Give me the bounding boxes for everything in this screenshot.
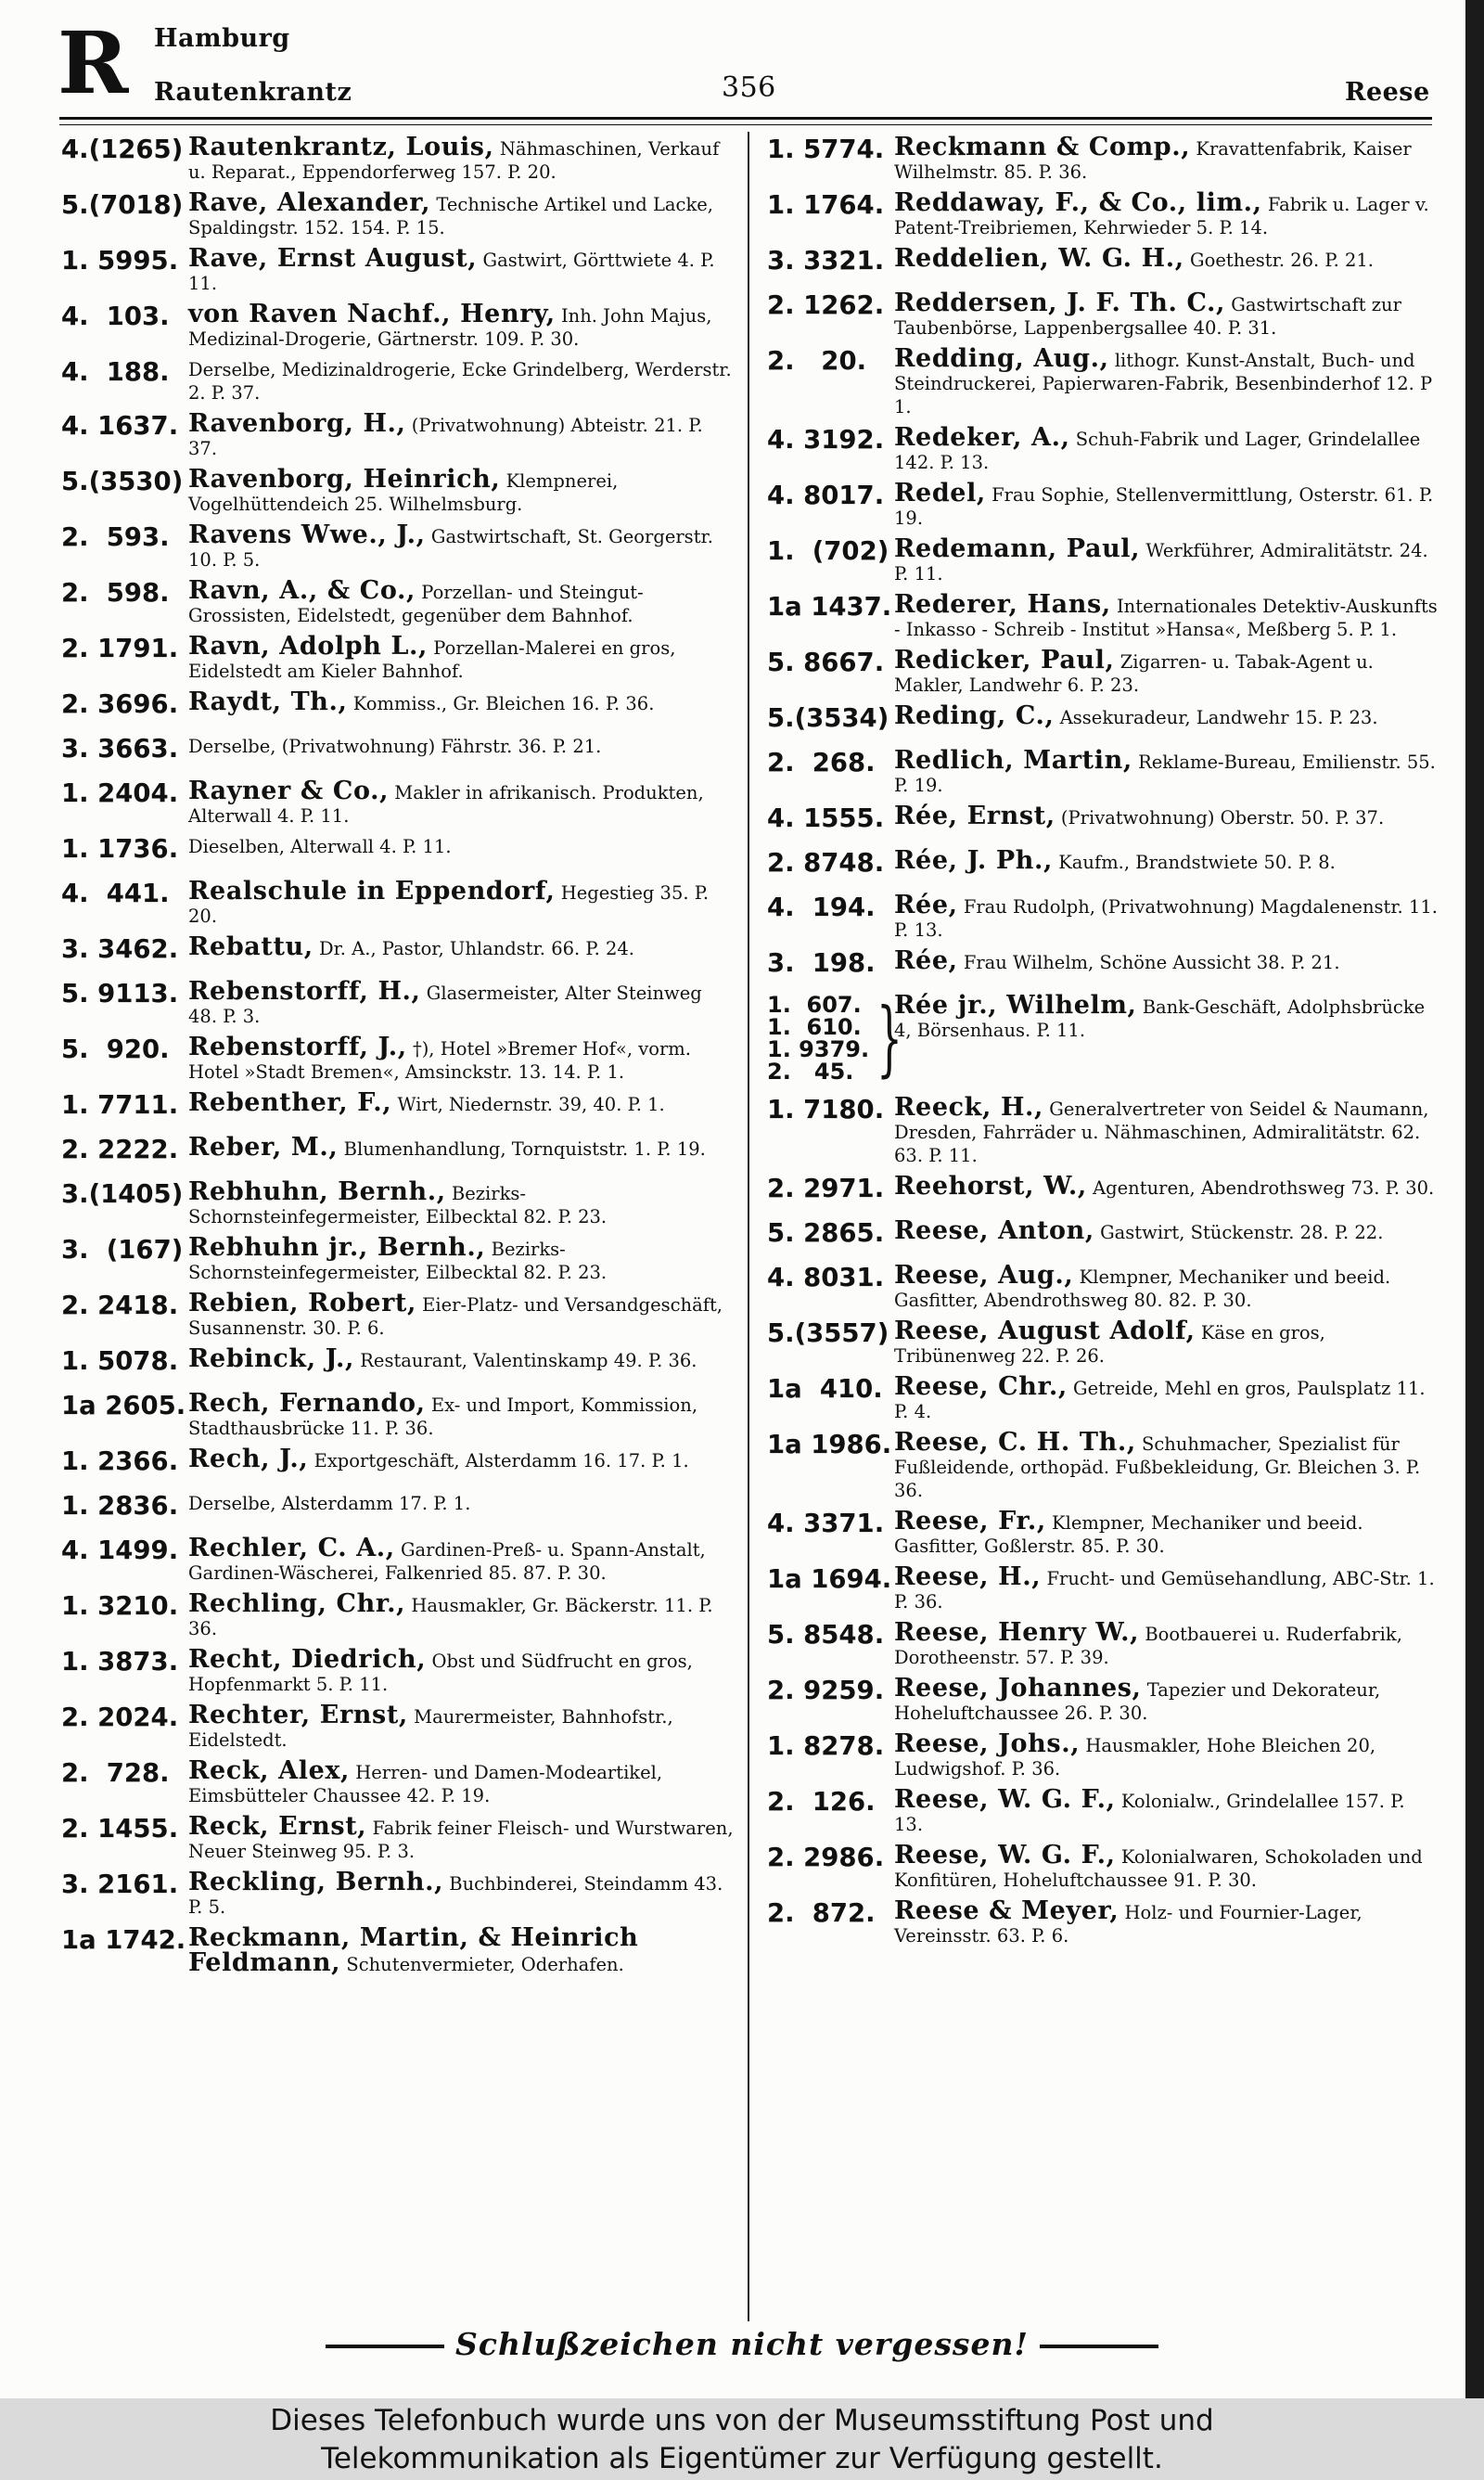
- listing-details: Wirt, Niedernstr. 39, 40. P. 1.: [397, 1094, 665, 1115]
- listing-entry: [767, 1507, 1439, 1558]
- listing-entry: [61, 135, 735, 184]
- brace: }: [876, 992, 902, 1086]
- phone-number: 4. 1499.: [61, 1536, 179, 1565]
- listing-entry: [767, 804, 1439, 842]
- listing-name: Rebenther, F.,: [188, 1088, 392, 1117]
- section-letter: R: [58, 13, 129, 113]
- phone-number: 4. 8031.: [767, 1263, 885, 1292]
- listing-entry: [61, 779, 735, 828]
- listing-details: Kolonialwaren, Schokoladen und Konfitüren, Hoheluftchaussee 91. P. 30.: [894, 1846, 1423, 1891]
- listing-details: (Privatwohnung) Abteistr. 21. P. 37.: [188, 415, 703, 459]
- listing-entry: [61, 465, 735, 516]
- page-number: 356: [722, 71, 776, 104]
- listing-details: Nähmaschinen, Verkauf u. Reparat., Eppendorferweg 157. P. 20.: [188, 138, 720, 183]
- phone-numbers: [767, 994, 869, 1083]
- listing-details: Hausmakler, Hohe Bleichen 20, Ludwigshof. P. 36.: [894, 1735, 1376, 1780]
- phone-number: 1. 607.: [767, 992, 862, 1018]
- listing-details: Kommiss., Gr. Bleichen 16. P. 36.: [352, 693, 655, 714]
- listing-entry: [767, 1172, 1439, 1212]
- listing-name: Rée,: [894, 946, 958, 975]
- phone-number: 1. 5774.: [767, 135, 885, 164]
- listing-name: Rech, Fernando,: [188, 1389, 426, 1418]
- listing-entry: [767, 1319, 1439, 1368]
- footer-text: Schlußzeichen nicht vergessen!: [455, 2326, 1029, 2362]
- phone-number: 5.(3557): [767, 1318, 889, 1348]
- phone-number: 5.(3534): [767, 703, 889, 733]
- listing-name: Reckling, Bernh.,: [188, 1868, 444, 1896]
- phone-number: 2. 2222.: [61, 1135, 179, 1164]
- phone-number: 3.(1405): [61, 1179, 184, 1209]
- listing-details: Werkführer, Admiralitätstr. 24. P. 11.: [894, 540, 1428, 585]
- phone-number: 1. 5995.: [61, 246, 179, 276]
- listing-entry: [767, 291, 1439, 340]
- listing-details: Fabrik u. Lager v. Patent-Treibriemen, Kehrwieder 5. P. 14.: [894, 194, 1429, 238]
- listing-name: Rave, Alexander,: [188, 188, 431, 217]
- listing-details: Hausmakler, Gr. Bäckerstr. 11. P. 36.: [188, 1595, 713, 1639]
- listing-name: Rebhuhn, Bernh.,: [188, 1177, 446, 1206]
- listing-details: Bank-Geschäft, Adolphsbrücke 4, Börsenhaus. P. 11.: [894, 996, 1426, 1041]
- listing-name: Rebhuhn jr., Bernh.,: [188, 1233, 486, 1262]
- listing-entry: [767, 946, 1439, 986]
- listing-name: Reese & Meyer,: [894, 1896, 1119, 1925]
- listing-entry: [61, 1536, 735, 1585]
- listing-entry: [767, 701, 1439, 741]
- phone-number: 1. 5078.: [61, 1346, 179, 1376]
- listing-name: Reber, M.,: [188, 1133, 339, 1162]
- listing-name: Rebinck, J.,: [188, 1344, 355, 1373]
- listing-details: Kolonialw., Grindelallee 157. P. 13.: [894, 1791, 1405, 1835]
- first-name-header: Rautenkrantz: [154, 78, 352, 107]
- city-header: Hamburg: [154, 24, 290, 53]
- listing-details: Goethestr. 26. P. 21.: [1190, 250, 1374, 271]
- listing-entry: [61, 1177, 735, 1228]
- listing-name: Ravn, A., & Co.,: [188, 576, 416, 605]
- listing-entry-multi: [767, 991, 1439, 1088]
- listing-entry: [61, 1812, 735, 1863]
- listing-details: Käse en gros, Tribünenweg 22. P. 26.: [894, 1322, 1325, 1367]
- phone-number: 3. 3462.: [61, 934, 179, 964]
- phone-number: 1a 1742.: [61, 1925, 186, 1955]
- phone-number: 1. 9379.: [767, 1036, 870, 1062]
- phone-number: 4. 103.: [61, 302, 170, 331]
- listing-details: Derselbe, Alsterdamm 17. P. 1.: [188, 1493, 471, 1514]
- phone-number: 2. 728.: [61, 1758, 170, 1788]
- listing-name: Rée jr., Wilhelm,: [894, 991, 1137, 1020]
- listing-entry: [767, 188, 1439, 239]
- listing-details: †), Hotel »Bremer Hof«, vorm. Hotel »Stadt Bremen«, Amsinckstr. 13. 14. P. 1.: [188, 1038, 691, 1083]
- listing-name: Reese, Anton,: [894, 1216, 1094, 1245]
- listing-details: Inh. John Majus, Medizinal-Drogerie, Gärtnerstr. 109. P. 30.: [188, 305, 712, 350]
- listing-name: Reese, H.,: [894, 1562, 1042, 1591]
- phone-number: 4. 188.: [61, 357, 170, 387]
- phone-number: 1. 2404.: [61, 778, 179, 808]
- listing-name: Rayner & Co.,: [188, 777, 390, 805]
- phone-number: 2. 1455.: [61, 1814, 179, 1844]
- listing-name: Rebenstorff, J.,: [188, 1033, 407, 1061]
- listing-name: Recht, Diedrich,: [188, 1645, 427, 1674]
- phone-number: 2. 2986.: [767, 1843, 885, 1872]
- listing-name: Redeker, A.,: [894, 423, 1070, 452]
- phone-number: 2. 45.: [767, 1059, 854, 1085]
- phone-number: 2. 598.: [61, 578, 170, 608]
- listing-details: Assekuradeur, Landwehr 15. P. 23.: [1059, 707, 1378, 728]
- phone-number: 5. 8667.: [767, 648, 885, 677]
- phone-number: 2. 2418.: [61, 1291, 179, 1320]
- listing-name: Rave, Ernst August,: [188, 244, 478, 273]
- listing-name: Reese, Chr.,: [894, 1372, 1068, 1401]
- listing-entry: [767, 1674, 1439, 1725]
- phone-number: 5. 8548.: [767, 1620, 885, 1650]
- listing-entry: [61, 1035, 735, 1084]
- listing-details: Porzellan- und Steingut-Grossisten, Eidelstedt, gegenüber dem Bahnhof.: [188, 582, 644, 626]
- listing-details: Frucht- und Gemüsehandlung, ABC-Str. 1. P. 36.: [894, 1568, 1435, 1613]
- listing-name: Reese, August Adolf,: [894, 1317, 1196, 1345]
- listing-entry: [61, 1389, 735, 1440]
- listing-name: Rebien, Robert,: [188, 1289, 416, 1317]
- listing-name: Redlich, Martin,: [894, 746, 1132, 775]
- listing-details: Kravattenfabrik, Kaiser Wilhelmstr. 85. P. 36.: [894, 138, 1412, 183]
- listing-details: Gardinen-Preß- u. Spann-Anstalt, Gardinen-Wäscherei, Falkenried 85. 87. P. 30.: [188, 1539, 706, 1584]
- phone-number: 3. (167): [61, 1235, 184, 1265]
- phone-number: 2. 593.: [61, 522, 170, 552]
- listing-details: Kaufm., Brandstwiete 50. P. 8.: [1058, 852, 1336, 873]
- listing-details: Eier-Platz- und Versandgeschäft, Susannenstr. 30. P. 6.: [188, 1294, 723, 1339]
- listing-details: Klempnerei, Vogelhüttendeich 25. Wilhelmsburg.: [188, 470, 619, 515]
- listing-entry: [61, 1645, 735, 1696]
- phone-number: 3. 2161.: [61, 1870, 179, 1899]
- listing-entry: [61, 1492, 735, 1529]
- listing-entry: [61, 835, 735, 872]
- listing-entry: [767, 1428, 1439, 1502]
- phone-number: 2. 3696.: [61, 689, 179, 719]
- listing-entry: [61, 1756, 735, 1807]
- column-divider: [748, 132, 749, 2321]
- listing-details: Derselbe, Medizinaldrogerie, Ecke Grindelberg, Werderstr. 2. P. 37.: [188, 359, 732, 404]
- phone-number: 1. 8278.: [767, 1731, 885, 1761]
- phone-number: 1. 7180.: [767, 1095, 885, 1124]
- listing-details: Generalvertreter von Seidel & Naumann, Dresden, Fahrräder u. Nähmaschinen, Admiralitätstr. 62. 63. P. 11.: [894, 1099, 1429, 1166]
- listing-name: Redding, Aug.,: [894, 344, 1109, 373]
- listing-name: Reck, Ernst,: [188, 1812, 367, 1841]
- listing-name: Reese, W. G. F.,: [894, 1841, 1116, 1870]
- listing-name: Ravens Wwe., J.,: [188, 520, 426, 549]
- listing-name: Ravenborg, H.,: [188, 409, 406, 438]
- listing-entry: [61, 977, 735, 1028]
- listing-details: Buchbinderei, Steindamm 43. P. 5.: [188, 1873, 723, 1918]
- listing-name: Redel,: [894, 479, 986, 508]
- listing-name: Rechler, C. A.,: [188, 1534, 395, 1562]
- listing-entry: [61, 1703, 735, 1752]
- listing-entry: [61, 576, 735, 627]
- header-rule-thin: [59, 124, 1432, 125]
- listing-details: Tapezier und Dekorateur, Hoheluftchaussee 26. P. 30.: [894, 1679, 1381, 1724]
- listing-name: Rebenstorff, H.,: [188, 977, 421, 1006]
- phone-number: 2. 126.: [767, 1787, 876, 1817]
- listing-name: Rée,: [894, 891, 958, 919]
- listing-name: Ravenborg, Heinrich,: [188, 465, 501, 494]
- listing-entry: [767, 1093, 1439, 1167]
- phone-number: 1a 2605.: [61, 1391, 186, 1420]
- phone-number: 2. 872.: [767, 1898, 876, 1928]
- phone-number: 1a 1986.: [767, 1430, 892, 1459]
- listing-details: Porzellan-Malerei en gros, Eidelstedt am Kieler Bahnhof.: [188, 637, 676, 682]
- listing-name: Reck, Alex,: [188, 1756, 351, 1785]
- listing-details: Derselbe, (Privatwohnung) Fährstr. 36. P. 21.: [188, 736, 602, 757]
- listing-details: Dieselben, Alterwall 4. P. 11.: [188, 836, 452, 857]
- listing-name: Reese, W. G. F.,: [894, 1785, 1116, 1814]
- listing-entry: [767, 1261, 1439, 1312]
- phone-number: 1a 1694.: [767, 1564, 892, 1594]
- listing-name: Reese, Aug.,: [894, 1261, 1074, 1290]
- listing-name: Raydt, Th.,: [188, 687, 348, 716]
- listing-entry: [767, 135, 1439, 184]
- listing-entry: [767, 1896, 1439, 1947]
- listing-name: Rée, J. Ph.,: [894, 846, 1054, 875]
- listing-details: Fabrik feiner Fleisch- und Wurstwaren, Neuer Steinweg 95. P. 3.: [188, 1818, 734, 1862]
- listing-details: Klempner, Mechaniker und beeid. Gasfitter, Abendrothsweg 80. 82. P. 30.: [894, 1266, 1391, 1311]
- listing-entry: [767, 1729, 1439, 1780]
- listing-name: Reding, C.,: [894, 701, 1055, 730]
- listing-details: Makler in afrikanisch. Produkten, Alterwall 4. P. 11.: [188, 782, 704, 827]
- phone-number: 1. 3210.: [61, 1591, 179, 1621]
- last-name-header: Reese: [1345, 78, 1430, 107]
- phone-number: 1a 410.: [767, 1374, 883, 1404]
- listing-name: Rebattu,: [188, 932, 313, 961]
- phone-number: 1. 7711.: [61, 1090, 179, 1120]
- phone-number: 1. 1764.: [767, 190, 885, 220]
- listing-details: Hegestieg 35. P. 20.: [188, 882, 710, 927]
- listing-name: Reese, Johs.,: [894, 1729, 1081, 1758]
- phone-number: 2. 9259.: [767, 1676, 885, 1705]
- listing-entry: [767, 344, 1439, 418]
- listing-details: Frau Sophie, Stellenvermittlung, Osterstr. 61. P. 19.: [894, 484, 1434, 529]
- listing-entry: [767, 590, 1439, 641]
- listing-details: Gastwirt, Görttwiete 4. P. 11.: [188, 250, 715, 294]
- listing-details: Bezirks-Schornsteinfegermeister, Eilbecktal 82. P. 23.: [188, 1183, 608, 1227]
- listing-name: von Raven Nachf., Henry,: [188, 300, 556, 328]
- listing-details: Gastwirt, Stückenstr. 28. P. 22.: [1100, 1222, 1384, 1243]
- listing-entry: [767, 1618, 1439, 1669]
- listing-name: Rechter, Ernst,: [188, 1701, 408, 1729]
- phone-number: 2. 268.: [767, 748, 876, 777]
- listing-entry: [767, 1841, 1439, 1892]
- header-rule: [59, 117, 1432, 120]
- phone-number: 2. 1262.: [767, 290, 885, 320]
- listing-entry: [61, 932, 735, 972]
- listing-details: Blumenhandlung, Tornquiststr. 1. P. 19.: [343, 1138, 706, 1160]
- listing-entry: [767, 746, 1439, 797]
- listing-text: [894, 991, 1439, 1042]
- listing-entry: [767, 1216, 1439, 1256]
- listing-details: (Privatwohnung) Oberstr. 50. P. 37.: [1060, 807, 1385, 829]
- phone-number: 3. 3663.: [61, 734, 179, 764]
- phone-number: 4. 3192.: [767, 425, 885, 455]
- phone-number: 5. 920.: [61, 1034, 170, 1064]
- listing-name: Reese, Henry W.,: [894, 1618, 1140, 1647]
- listing-entry: [61, 877, 735, 928]
- listing-details: Getreide, Mehl en gros, Paulsplatz 11. P. 4.: [894, 1378, 1426, 1422]
- listing-details: Reklame-Bureau, Emilienstr. 55. P. 19.: [894, 752, 1436, 796]
- listing-entry: [61, 1870, 735, 1919]
- listing-name: Reese, C. H. Th.,: [894, 1428, 1136, 1457]
- listing-entry: [61, 1923, 735, 1977]
- listing-entry: [767, 893, 1439, 942]
- phone-number: 1. 3873.: [61, 1647, 179, 1677]
- phone-number: 2. 2024.: [61, 1703, 179, 1732]
- listing-entry: [767, 534, 1439, 585]
- right-column: [767, 135, 1439, 1955]
- listing-name: Rée, Ernst,: [894, 802, 1055, 830]
- listing-details: Gastwirtschaft zur Taubenbörse, Lappenbergsallee 40. P. 31.: [894, 294, 1401, 339]
- listing-entry: [61, 1088, 735, 1128]
- phone-number: 4. 1637.: [61, 411, 179, 441]
- listing-entry: [767, 1372, 1439, 1423]
- phone-number: 4. 194.: [767, 893, 876, 922]
- listing-details: Bootbauerei u. Ruderfabrik, Dorotheenstr. 57. P. 39.: [894, 1624, 1402, 1668]
- listing-details: Frau Wilhelm, Schöne Aussicht 38. P. 21.: [963, 952, 1340, 973]
- listing-entry: [61, 1233, 735, 1284]
- credit-line-2: Telekommunikation als Eigentümer zur Verfügung gestellt.: [321, 2442, 1163, 2475]
- phone-number: 4. 3371.: [767, 1509, 885, 1538]
- listing-name: Rech, J.,: [188, 1445, 309, 1473]
- listing-name: Rautenkrantz, Louis,: [188, 133, 494, 161]
- listing-entry: [61, 302, 735, 351]
- listing-details: Bezirks-Schornsteinfegermeister, Eilbecktal 82. P. 23.: [188, 1239, 608, 1283]
- listing-name: Reese, Fr.,: [894, 1507, 1046, 1536]
- listing-entry: [767, 646, 1439, 697]
- listing-name: Ravn, Adolph L.,: [188, 632, 429, 661]
- listing-entry: [61, 1344, 735, 1384]
- listing-details: Klempner, Mechaniker und beeid. Gasfitter, Goßlerstr. 85. P. 30.: [894, 1512, 1363, 1557]
- listing-name: Realschule in Eppendorf,: [188, 877, 556, 906]
- listing-details: lithogr. Kunst-Anstalt, Buch- und Steindruckerei, Papierwaren-Fabrik, Besenbinderhof 12. P 1.: [894, 350, 1433, 418]
- phone-number: 1a 1437.: [767, 592, 892, 622]
- listing-entry: [61, 1447, 735, 1484]
- listing-details: Gastwirtschaft, St. Georgerstr. 10. P. 5.: [188, 526, 713, 571]
- listing-entry: [767, 1785, 1439, 1836]
- phone-number: 5.(7018): [61, 190, 184, 220]
- listing-name: Reckmann & Comp.,: [894, 133, 1191, 161]
- phone-number: 4. 8017.: [767, 481, 885, 510]
- listing-entry: [61, 244, 735, 295]
- phone-number: 5.(3530): [61, 467, 184, 496]
- listing-name: Reddersen, J. F. Th. C.,: [894, 289, 1226, 317]
- phone-number: 1. 1736.: [61, 834, 179, 864]
- phone-number: 2. 8748.: [767, 848, 885, 878]
- listing-entry: [61, 409, 735, 460]
- listing-name: Reckmann, Martin, & Heinrich Feldmann,: [188, 1923, 639, 1977]
- listing-entry: [767, 423, 1439, 474]
- listing-details: Exportgeschäft, Alsterdamm 16. 17. P. 1.: [313, 1450, 689, 1471]
- phone-number: 1. (702): [767, 536, 889, 566]
- listing-entry: [767, 846, 1439, 886]
- listing-name: Rechling, Chr.,: [188, 1589, 406, 1618]
- phone-number: 2. 1791.: [61, 634, 179, 663]
- phone-number: 4. 441.: [61, 879, 170, 908]
- credit-banner: [0, 2398, 1484, 2480]
- footer-reminder: [0, 2326, 1484, 2362]
- phone-number: 3. 198.: [767, 948, 876, 978]
- listing-entry: [767, 1562, 1439, 1613]
- listing-name: Reehorst, W.,: [894, 1172, 1087, 1201]
- phone-number: 1. 2366.: [61, 1446, 179, 1476]
- listing-details: Schuhmacher, Spezialist für Fußleidende, orthopäd. Fußbekleidung, Gr. Bleichen 3. P. 36.: [894, 1433, 1421, 1501]
- listing-details: Glasermeister, Alter Steinweg 48. P. 3.: [188, 983, 702, 1027]
- listing-entry: [61, 1133, 735, 1173]
- credit-line-1: Dieses Telefonbuch wurde uns von der Museumsstiftung Post und: [270, 2404, 1214, 2437]
- listing-entry: [767, 479, 1439, 530]
- phone-number: 4. 1555.: [767, 803, 885, 833]
- listing-entry: [61, 1589, 735, 1640]
- listing-details: Ex- und Import, Kommission, Stadthausbrücke 11. P. 36.: [188, 1394, 698, 1439]
- listing-details: Herren- und Damen-Modeartikel, Eimsbütteler Chaussee 42. P. 19.: [188, 1762, 663, 1806]
- listing-details: Frau Rudolph, (Privatwohnung) Magdalenenstr. 11. P. 13.: [894, 896, 1438, 941]
- listing-entry: [61, 520, 735, 572]
- listing-entry: [61, 735, 735, 772]
- phone-number: 1. 610.: [767, 1014, 862, 1040]
- listing-details: Restaurant, Valentinskamp 49. P. 36.: [360, 1350, 697, 1371]
- listing-name: Reese, Johannes,: [894, 1674, 1142, 1703]
- listing-name: Reddelien, W. G. H.,: [894, 244, 1184, 273]
- phone-number: 3. 3321.: [767, 246, 885, 276]
- listing-name: Reeck, H.,: [894, 1093, 1044, 1122]
- listing-details: Internationales Detektiv-Auskunfts - Inkasso - Schreib - Institut »Hansa«, Meßberg 5. P. 1.: [894, 596, 1438, 640]
- listing-details: Agenturen, Abendrothsweg 73. P. 30.: [1093, 1177, 1435, 1199]
- phone-number: 5. 9113.: [61, 979, 179, 1009]
- listing-details: Maurermeister, Bahnhofstr., Eidelstedt.: [188, 1706, 673, 1751]
- phone-number: 5. 2865.: [767, 1218, 885, 1248]
- listing-details: Holz- und Fournier-Lager, Vereinsstr. 63. P. 6.: [894, 1902, 1362, 1947]
- phone-number: 4.(1265): [61, 135, 184, 164]
- listing-details: Schutenvermieter, Oderhafen.: [346, 1954, 624, 1975]
- left-column: [61, 135, 735, 1984]
- listing-entry: [61, 632, 735, 683]
- listing-entry: [61, 358, 735, 405]
- listing-name: Reddaway, F., & Co., lim.,: [894, 188, 1262, 217]
- listing-details: Dr. A., Pastor, Uhlandstr. 66. P. 24.: [318, 938, 634, 959]
- page-edge: [1465, 0, 1484, 2398]
- listing-details: Technische Artikel und Lacke, Spaldingstr. 152. 154. P. 15.: [188, 194, 714, 238]
- listing-name: Rederer, Hans,: [894, 590, 1111, 619]
- listing-details: Schuh-Fabrik und Lager, Grindelallee 142. P. 13.: [894, 429, 1421, 473]
- listing-details: Zigarren- u. Tabak-Agent u. Makler, Landwehr 6. P. 23.: [894, 651, 1374, 696]
- listing-name: Redicker, Paul,: [894, 646, 1115, 675]
- listing-details: Obst und Südfrucht en gros, Hopfenmarkt 5. P. 11.: [188, 1651, 693, 1695]
- listing-entry: [61, 188, 735, 239]
- phone-number: 2. 2971.: [767, 1174, 885, 1203]
- listing-entry: [767, 244, 1439, 284]
- listing-name: Redemann, Paul,: [894, 534, 1141, 563]
- listing-entry: [61, 1291, 735, 1340]
- phone-number: 2. 20.: [767, 346, 867, 376]
- listing-entry: [61, 687, 735, 727]
- phone-number: 1. 2836.: [61, 1491, 179, 1521]
